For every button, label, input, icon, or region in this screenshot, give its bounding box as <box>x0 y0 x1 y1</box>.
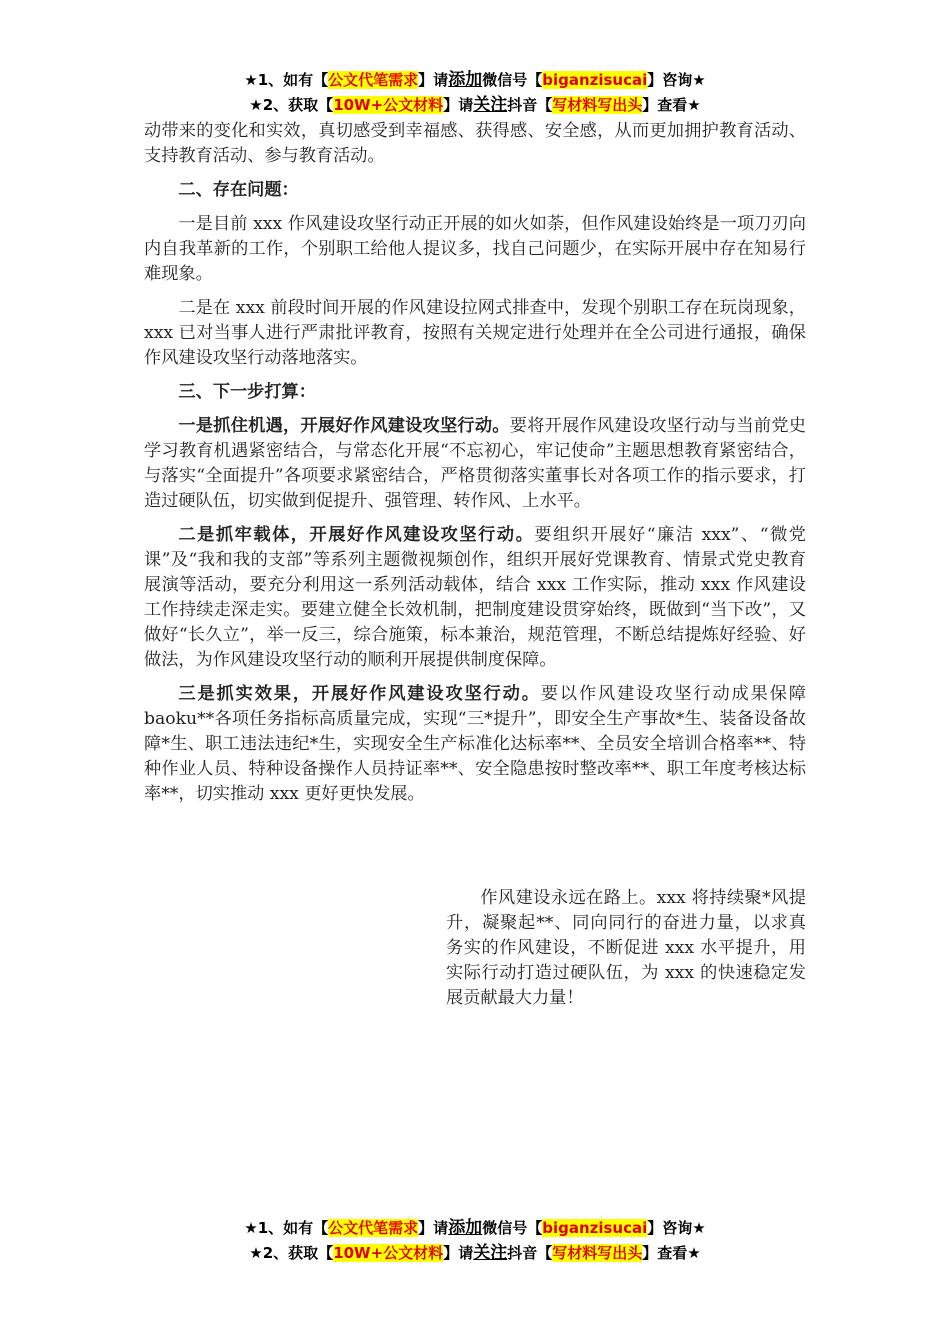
promo-text: 】咨询★ <box>647 71 706 89</box>
promo-underline: 添加 <box>448 70 483 90</box>
promo-text: 】请 <box>418 71 449 89</box>
promo-text: 抖音【 <box>507 96 553 114</box>
promo-wechat-id: biganzisucai <box>542 1219 648 1237</box>
promo-text: 抖音【 <box>507 1244 553 1262</box>
step-1-lead: 一是抓住机遇，开展好作风建设攻坚行动。 <box>178 416 510 436</box>
promo-douyin-id: 写材料写出头 <box>552 96 643 114</box>
document-body <box>144 119 806 816</box>
promo-text: 】请 <box>418 1219 449 1237</box>
promo-text: 】请 <box>443 1244 474 1262</box>
promo-wechat-id: biganzisucai <box>542 71 648 89</box>
promo-text: 】查看★ <box>642 1244 701 1262</box>
promo-text: ★1、如有【 <box>244 1219 329 1237</box>
closing-paragraph: 作风建设永远在路上。xxx 将持续聚*风提升，凝聚起**、同向同行的奋进力量，以求真务实的作风建设，不断促进 xxx 水平提升，用实际行动打造过硬队伍，为 xxx 的快速稳定发展贡献最大力量！ <box>446 888 806 1008</box>
promo-douyin-id: 写材料写出头 <box>552 1244 643 1262</box>
promo-text: 】查看★ <box>642 96 701 114</box>
promo-underline: 关注 <box>473 1243 508 1263</box>
promo-underline: 关注 <box>473 95 508 115</box>
paragraph-continued: 动带来的变化和实效，真切感受到幸福感、获得感、安全感，从而更加拥护教育活动、支持教育活动、参与教育活动。 <box>144 121 806 166</box>
promo-line-2 <box>0 1241 950 1266</box>
promo-banner-top <box>0 68 950 118</box>
promo-highlight: 10W+公文材料 <box>333 96 444 114</box>
promo-text: 微信号【 <box>482 1219 543 1237</box>
step-2-text: 要组织开展好“廉洁 xxx”、“微党课”及“我和我的支部”等系列主题微视频创作，组织开展好党课教育、情景式党史教育展演等活动，要充分利用这一系列活动载体，结合 xxx 工作实际，推动 xxx 作风建设工作持续走深走实。要建立健全长效机制，把制度建设贯穿始终，既做到“当下改”，又做好“长久立”，举一反三，综合施策，标本兼治，规范管理，不断总结提炼好经验、好做法，为作风建设攻坚行动的顺利开展提供制度保障。 <box>144 525 806 670</box>
paragraph-problem-2: 二是在 xxx 前段时间开展的作风建设拉网式排查中，发现个别职工存在玩岗现象，xxx 已对当事人进行严肃批评教育，按照有关规定进行处理并在全公司进行通报，确保作风建设攻坚行动落地落实。 <box>144 298 806 368</box>
promo-line-2 <box>0 93 950 118</box>
step-3-lead: 三是抓实效果，开展好作风建设攻坚行动。 <box>178 684 541 704</box>
promo-line-1 <box>0 1216 950 1241</box>
promo-underline: 添加 <box>448 1218 483 1238</box>
promo-highlight: 10W+公文材料 <box>333 1244 444 1262</box>
paragraph-problem-1: 一是目前 xxx 作风建设攻坚行动正开展的如火如荼，但作风建设始终是一项刀刃向内自我革新的工作，个别职工给他人提议多，找自己问题少，在实际开展中存在知易行难现象。 <box>144 214 806 284</box>
paragraph-step-2 <box>144 523 806 673</box>
paragraph-step-1 <box>144 414 806 514</box>
paragraph-step-3 <box>144 682 806 807</box>
section-heading-next-steps: 三、下一步打算： <box>178 382 316 402</box>
promo-text: 微信号【 <box>482 71 543 89</box>
promo-text: ★2、获取【 <box>249 96 334 114</box>
promo-line-1 <box>0 68 950 93</box>
step-3-text: 要以作风建设攻坚行动成果保障 baoku**各项任务指标高质量完成，实现“三*提升”，即安全生产事故*生、装备设备故障*生、职工违法违纪*生，实现安全生产标准化达标率**、全员安全培训合格率**、特种作业人员、特种设备操作人员持证率**、安全隐患按时整改率**、职工年度考核达标率**，切实推动 xxx 更好更快发展。 <box>144 684 806 804</box>
promo-banner-bottom <box>0 1216 950 1266</box>
promo-text: ★1、如有【 <box>244 71 329 89</box>
promo-highlight: 公文代笔需求 <box>328 1219 419 1237</box>
promo-highlight: 公文代笔需求 <box>328 71 419 89</box>
promo-text: 】咨询★ <box>647 1219 706 1237</box>
section-heading-problems: 二、存在问题： <box>178 180 299 200</box>
step-1-text: 要将开展作风建设攻坚行动与当前党史学习教育机遇紧密结合，与常态化开展“不忘初心，牢记使命”主题思想教育紧密结合，与落实“全面提升”各项要求紧密结合，严格贯彻落实董事长对各项工作的指示要求，打造过硬队伍，切实做到促提升、强管理、转作风、上水平。 <box>144 416 806 511</box>
promo-text: ★2、获取【 <box>249 1244 334 1262</box>
step-2-lead: 二是抓牢载体，开展好作风建设攻坚行动。 <box>178 525 535 545</box>
promo-text: 】请 <box>443 96 474 114</box>
